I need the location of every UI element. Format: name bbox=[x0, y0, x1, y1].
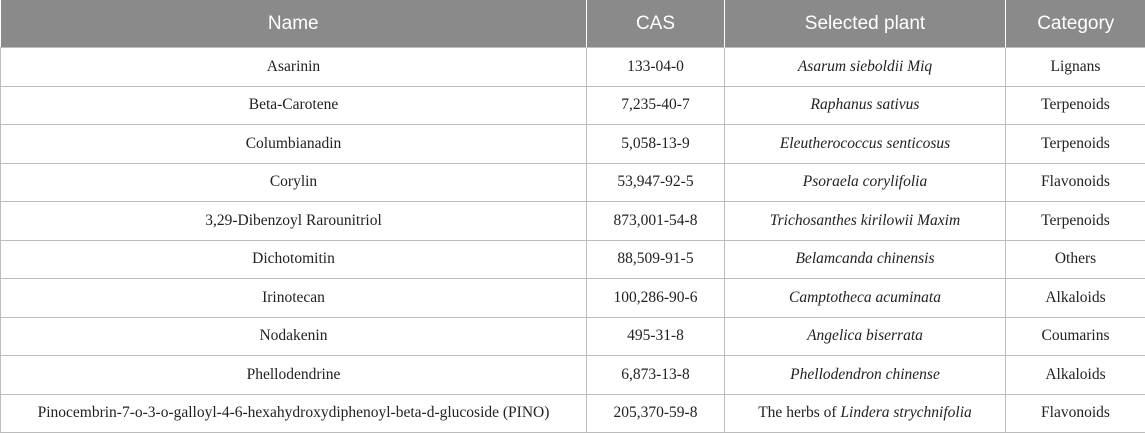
header-row bbox=[1, 0, 1145, 48]
plant-species: Belamcanda chinensis bbox=[795, 250, 935, 268]
cell-cas: 873,001-54-8 bbox=[587, 202, 725, 241]
cell-category: Flavonoids bbox=[1006, 394, 1145, 433]
cell-name: Corylin bbox=[1, 163, 587, 202]
table-row bbox=[1, 163, 1145, 202]
cell-plant bbox=[725, 202, 1006, 241]
cell-name: Phellodendrine bbox=[1, 356, 587, 395]
cell-category: Alkaloids bbox=[1006, 356, 1145, 395]
cell-category: Flavonoids bbox=[1006, 163, 1145, 202]
cell-name: Dichotomitin bbox=[1, 240, 587, 279]
table-body bbox=[1, 48, 1145, 433]
plant-species: Eleutherococcus senticosus bbox=[779, 134, 951, 152]
table-row bbox=[1, 202, 1145, 241]
cell-name: Beta-Carotene bbox=[1, 86, 587, 125]
cell-name: 3,29-Dibenzoyl Rarounitriol bbox=[1, 202, 587, 241]
cell-cas: 53,947-92-5 bbox=[587, 163, 725, 202]
plant-species: Lindera strychnifolia bbox=[840, 404, 972, 422]
cell-name: Columbianadin bbox=[1, 125, 587, 164]
cell-name: Pinocembrin-7-o-3-o-galloyl-4-6-hexahydroxydiphenoyl-beta-d-glucoside (PINO) bbox=[1, 394, 587, 433]
cell-plant bbox=[725, 394, 1006, 433]
table-row bbox=[1, 125, 1145, 164]
cell-category: Terpenoids bbox=[1006, 86, 1145, 125]
plant-species: Trichosanthes kirilowii Maxim bbox=[769, 211, 961, 229]
cell-plant bbox=[725, 163, 1006, 202]
cell-plant bbox=[725, 317, 1006, 356]
cell-cas: 495-31-8 bbox=[587, 317, 725, 356]
cell-cas: 100,286-90-6 bbox=[587, 279, 725, 318]
header-name: Name bbox=[1, 0, 587, 48]
cell-category: Others bbox=[1006, 240, 1145, 279]
cell-cas: 133-04-0 bbox=[587, 48, 725, 87]
cell-plant bbox=[725, 279, 1006, 318]
header-category: Category bbox=[1006, 0, 1145, 48]
table-row bbox=[1, 356, 1145, 395]
cell-category: Terpenoids bbox=[1006, 202, 1145, 241]
cell-name: Irinotecan bbox=[1, 279, 587, 318]
cell-plant bbox=[725, 48, 1006, 87]
table-row bbox=[1, 240, 1145, 279]
cell-category: Alkaloids bbox=[1006, 279, 1145, 318]
plant-species: Phellodendron chinense bbox=[790, 365, 940, 383]
plant-species: Camptotheca acuminata bbox=[789, 288, 941, 306]
plant-species: Raphanus sativus bbox=[810, 96, 920, 114]
cell-plant bbox=[725, 240, 1006, 279]
table-row bbox=[1, 394, 1145, 433]
cell-cas: 5,058-13-9 bbox=[587, 125, 725, 164]
cell-category: Coumarins bbox=[1006, 317, 1145, 356]
plant-species: Angelica biserrata bbox=[807, 327, 923, 345]
table-header bbox=[1, 0, 1145, 48]
cell-category: Lignans bbox=[1006, 48, 1145, 87]
table-row bbox=[1, 279, 1145, 318]
cell-cas: 6,873-13-8 bbox=[587, 356, 725, 395]
cell-cas: 205,370-59-8 bbox=[587, 394, 725, 433]
plant-species: Psoraela corylifolia bbox=[802, 173, 928, 191]
cell-plant bbox=[725, 125, 1006, 164]
plant-prefix: The herbs of bbox=[758, 404, 841, 422]
cell-plant bbox=[725, 356, 1006, 395]
table-row bbox=[1, 317, 1145, 356]
plant-species: Asarum sieboldii Miq bbox=[797, 57, 933, 75]
cell-category: Terpenoids bbox=[1006, 125, 1145, 164]
cell-name: Nodakenin bbox=[1, 317, 587, 356]
header-selected-plant: Selected plant bbox=[725, 0, 1006, 48]
cell-cas: 7,235-40-7 bbox=[587, 86, 725, 125]
header-cas: CAS bbox=[587, 0, 725, 48]
cell-name: Asarinin bbox=[1, 48, 587, 87]
table-row bbox=[1, 86, 1145, 125]
cell-plant bbox=[725, 86, 1006, 125]
cell-cas: 88,509-91-5 bbox=[587, 240, 725, 279]
table-row bbox=[1, 48, 1145, 87]
